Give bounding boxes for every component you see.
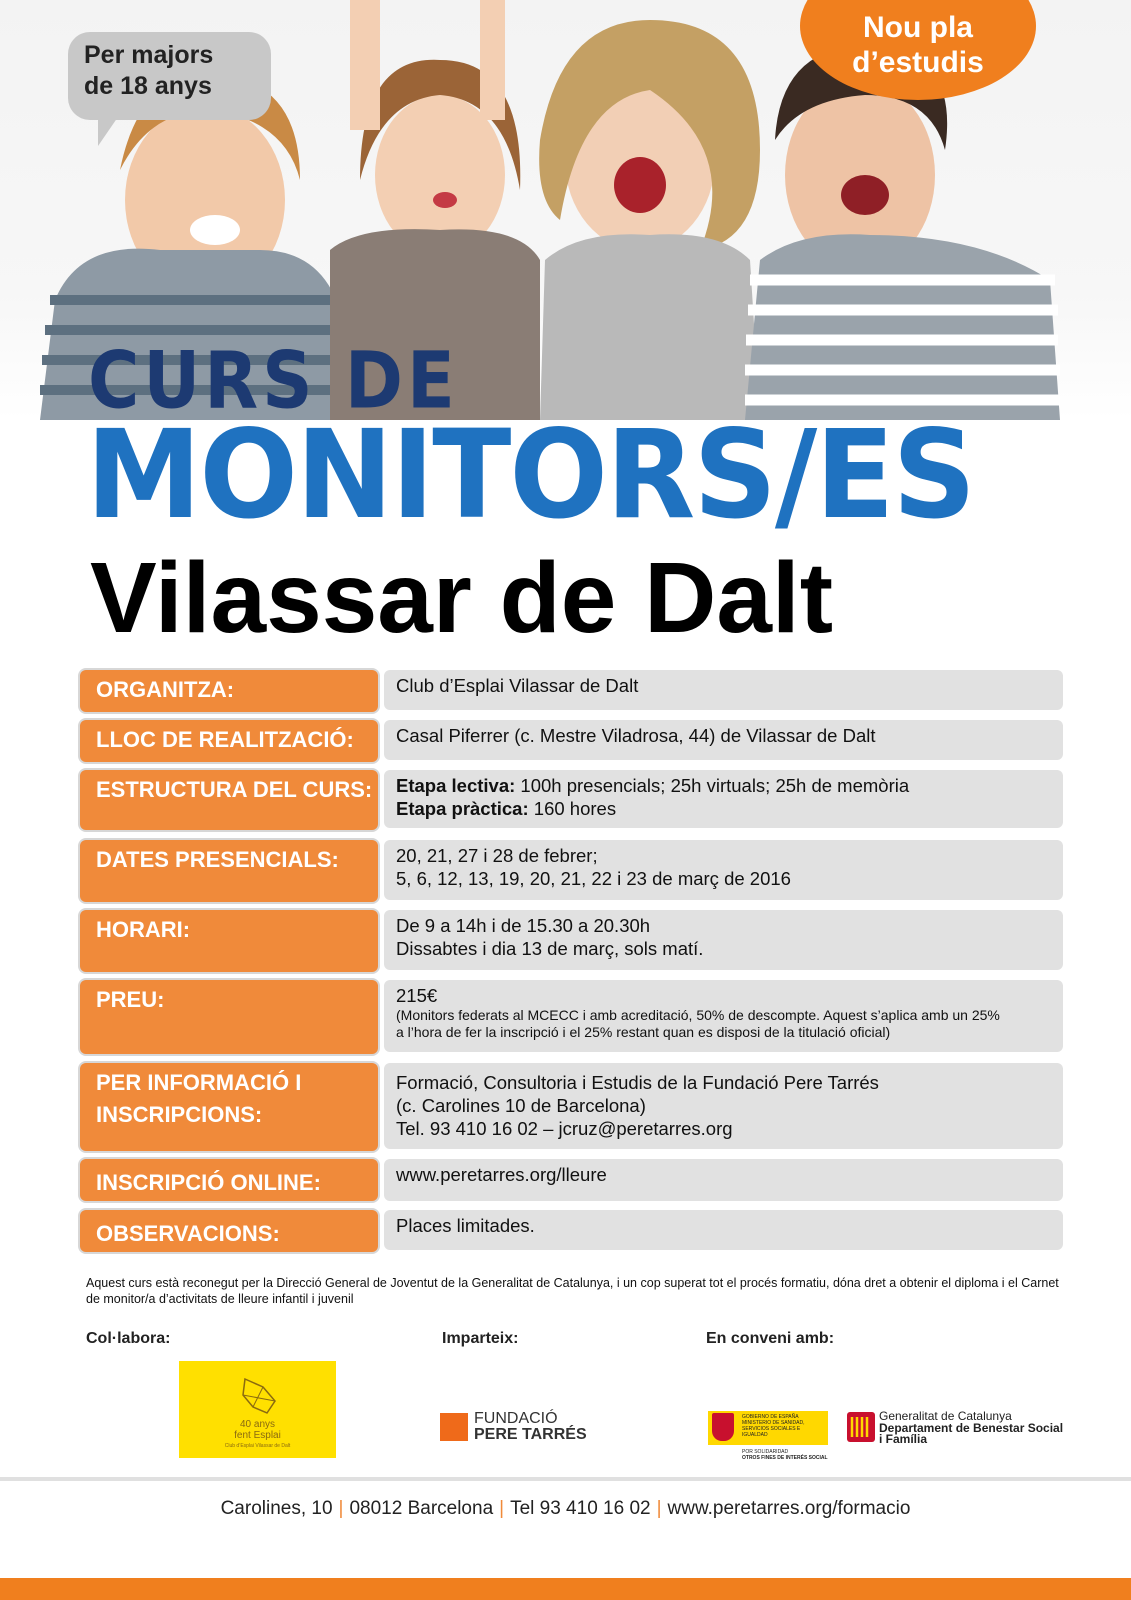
value-observacions: Places limitades. <box>384 1210 1063 1250</box>
new-plan-badge-text <box>828 10 1008 80</box>
label-preu: PREU: <box>80 980 378 1054</box>
footer-contact <box>0 1498 1131 1520</box>
informacio-label-line-2: INSCRIPCIONS: <box>96 1102 263 1127</box>
footer-separator: | <box>499 1498 505 1519</box>
footer-website-link[interactable]: www.peretarres.org/formacio <box>667 1498 911 1519</box>
generalitat-line-1: Generalitat de Catalunya <box>879 1409 1012 1423</box>
value-preu <box>384 980 1063 1052</box>
label-observacions: OBSERVACIONS: <box>80 1210 378 1252</box>
preu-note-line-1: (Monitors federats al MCECC i amb acreditació, 50% de descompte. Aquest s’aplica amb un 25% <box>396 1007 1000 1023</box>
esplai-logo-line-2: fent Esplai <box>234 1430 281 1441</box>
gobierno-sub-line-1: POR SOLIDARIDAD <box>742 1449 789 1455</box>
label-online: INSCRIPCIÓ ONLINE: <box>80 1159 378 1201</box>
label-informacio <box>80 1063 378 1151</box>
speech-bubble-tail <box>98 114 120 146</box>
age-line-1: Per majors <box>84 41 214 69</box>
badge-line-2: d’estudis <box>852 46 984 79</box>
recognition-note: Aquest curs està reconegut per la Direcció General de Joventut de la Generalitat de Catalunya, i un cop superat tot el procés formatiu, dóna dret a obtenir el diploma i el Carnet de monitor/a d’activitats de lleure infantil i juvenil <box>86 1276 1059 1306</box>
title-monitors: MONITORS/ES <box>86 404 975 547</box>
generalitat-line-2: Departament de Benestar Social <box>879 1420 1064 1435</box>
label-dates: DATES PRESENCIALS: <box>80 840 378 902</box>
imparteix-caption: Imparteix: <box>442 1330 519 1347</box>
informacio-line-2: (c. Carolines 10 de Barcelona) <box>396 1095 646 1116</box>
informacio-contact[interactable]: Tel. 93 410 16 02 – jcruz@peretarres.org <box>396 1118 733 1139</box>
horari-line-1: De 9 a 14h i de 15.30 a 20.30h <box>396 915 651 936</box>
generalitat-line-3: i Família <box>879 1432 928 1446</box>
label-horari: HORARI: <box>80 910 378 972</box>
title-curs-de: CURS DE <box>88 334 459 427</box>
etapa-practica-value: 160 hores <box>528 798 617 819</box>
badge-line-1: Nou pla <box>863 11 973 44</box>
esplai-logo-line-3: Club d’Esplai Vilassar de Dalt <box>224 1443 291 1449</box>
footer-divider <box>0 1477 1131 1481</box>
footer-separator: | <box>338 1498 344 1519</box>
collabora-caption: Col·labora: <box>86 1330 171 1347</box>
preu-amount: 215€ <box>396 985 438 1006</box>
esplai-logo <box>179 1361 336 1458</box>
footer-separator: | <box>656 1498 662 1519</box>
etapa-lectiva-label: Etapa lectiva: <box>396 775 516 796</box>
fpt-square-icon <box>440 1413 468 1441</box>
footer-orange-bar <box>0 1578 1131 1600</box>
gobierno-sub-line-2: OTROS FINES DE INTERÉS SOCIAL <box>742 1455 828 1461</box>
value-online-link[interactable]: www.peretarres.org/lleure <box>384 1159 1063 1201</box>
etapa-practica-label: Etapa pràctica: <box>396 798 529 819</box>
age-requirement-text <box>84 40 213 102</box>
value-horari <box>384 910 1063 970</box>
gobierno-logo-text: GOBIERNO DE ESPAÑA MINISTERIO DE SANIDAD, SERVICIOS SOCIALES E IGUALDAD <box>742 1414 805 1438</box>
footer-phone[interactable]: Tel 93 410 16 02 <box>510 1498 651 1519</box>
etapa-lectiva-value: 100h presencials; 25h virtuals; 25h de memòria <box>515 775 910 796</box>
value-dates <box>384 840 1063 900</box>
generalitat-emblem-icon <box>846 1411 876 1443</box>
dates-line-1: 20, 21, 27 i 28 de febrer; <box>396 845 598 866</box>
gobierno-sub-text <box>742 1449 828 1461</box>
value-estructura <box>384 770 1063 828</box>
footer-address: Carolines, 10 <box>220 1498 333 1519</box>
dates-line-2: 5, 6, 12, 13, 19, 20, 21, 22 i 23 de març de 2016 <box>396 868 791 889</box>
fpt-line-2: PERE TARRÉS <box>474 1426 587 1443</box>
value-organitza: Club d’Esplai Vilassar de Dalt <box>384 670 1063 710</box>
value-lloc: Casal Piferrer (c. Mestre Viladrosa, 44) de Vilassar de Dalt <box>384 720 1063 760</box>
spain-shield-icon <box>712 1413 734 1441</box>
conveni-caption: En conveni amb: <box>706 1330 835 1347</box>
esplai-logo-line-1: 40 anys <box>239 1419 276 1430</box>
title-location: Vilassar de Dalt <box>90 542 834 654</box>
footer-city: 08012 Barcelona <box>349 1498 494 1519</box>
preu-note-line-2: a l’hora de fer la inscripció i el 25% restant quan es disposi de la titulació oficial) <box>396 1024 891 1040</box>
informacio-label-line-1: PER INFORMACIÓ I <box>96 1070 302 1095</box>
age-line-2: de 18 anys <box>84 72 212 100</box>
generalitat-logo-text <box>879 1411 1063 1446</box>
horari-line-2: Dissabtes i dia 13 de març, sols matí. <box>396 938 704 959</box>
label-lloc: LLOC DE REALITZACIÓ: <box>80 720 378 762</box>
label-organitza: ORGANITZA: <box>80 670 378 712</box>
value-informacio <box>384 1063 1063 1149</box>
informacio-line-1: Formació, Consultoria i Estudis de la Fundació Pere Tarrés <box>396 1072 879 1093</box>
label-estructura: ESTRUCTURA DEL CURS: <box>80 770 378 830</box>
fpt-line-1: FUNDACIÓ <box>474 1410 558 1427</box>
fpt-logo-text <box>474 1411 587 1443</box>
